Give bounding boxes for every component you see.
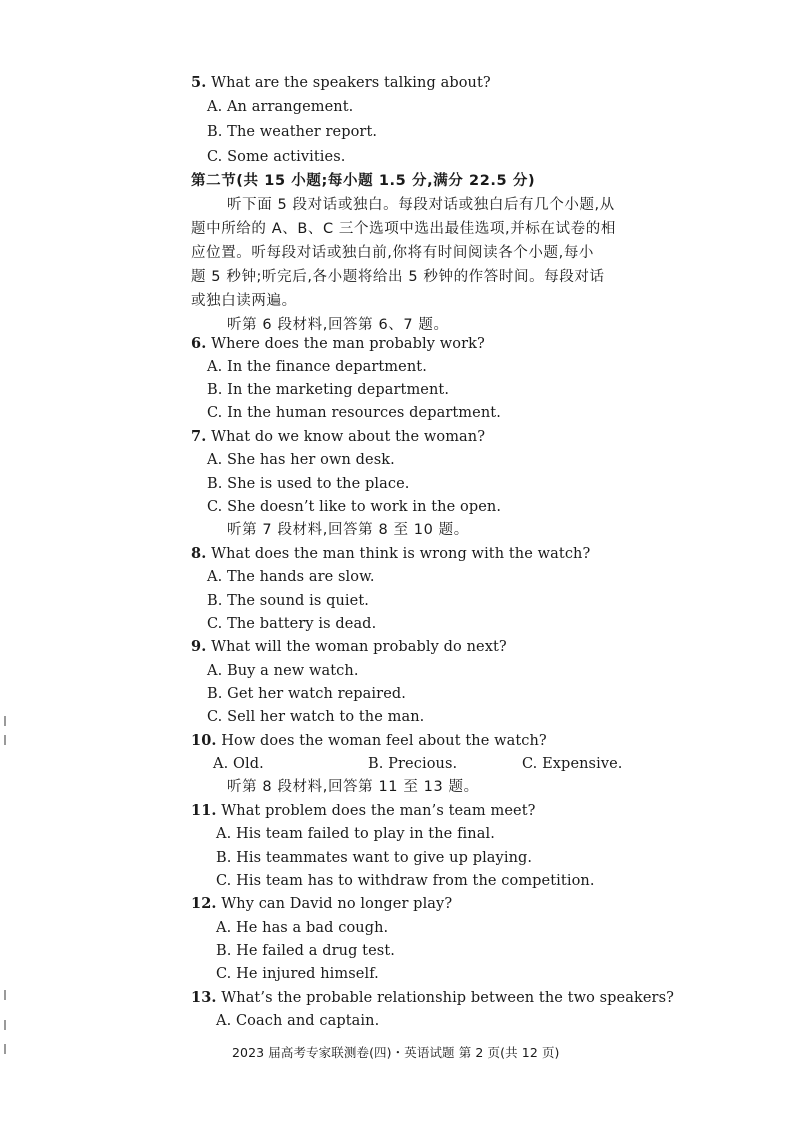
q12-option-c: C. He injured himself. xyxy=(216,966,379,982)
material-8-heading: 听第 8 段材料,回答第 11 至 13 题。 xyxy=(227,779,479,795)
q12-option-b: B. He failed a drug test. xyxy=(216,943,395,959)
question-7: 7. What do we know about the woman? xyxy=(191,428,486,445)
q5-option-c: C. Some activities. xyxy=(207,149,346,165)
material-6-heading: 听第 6 段材料,回答第 6、7 题。 xyxy=(227,317,449,333)
q6-option-c: C. In the human resources department. xyxy=(207,405,501,421)
question-11: 11. What problem does the man’s team meet? xyxy=(191,802,536,819)
q10-option-c: C. Expensive. xyxy=(522,756,623,772)
margin-mark xyxy=(4,1044,6,1054)
margin-mark xyxy=(4,1020,6,1030)
margin-mark xyxy=(4,735,6,745)
section-2-heading: 第二节(共 15 小题;每小题 1.5 分,满分 22.5 分) xyxy=(191,173,536,189)
q11-option-b: B. His teammates want to give up playing. xyxy=(216,850,533,866)
section-2-instructions-line-2: 题中所给的 A、B、C 三个选项中选出最佳选项,并标在试卷的相 xyxy=(191,221,616,237)
q7-option-a: A. She has her own desk. xyxy=(207,452,395,468)
q5-option-a: A. An arrangement. xyxy=(207,99,354,115)
margin-mark xyxy=(4,716,6,726)
question-6: 6. Where does the man probably work? xyxy=(191,335,485,352)
q10-option-b: B. Precious. xyxy=(368,756,458,772)
q13-option-a: A. Coach and captain. xyxy=(216,1013,380,1029)
q9-option-a: A. Buy a new watch. xyxy=(207,663,359,679)
margin-mark xyxy=(4,990,6,1000)
section-2-instructions-line-4: 题 5 秒钟;听完后,各小题将给出 5 秒钟的作答时间。每段对话 xyxy=(191,269,605,285)
question-12: 12. Why can David no longer play? xyxy=(191,895,453,912)
material-7-heading: 听第 7 段材料,回答第 8 至 10 题。 xyxy=(227,522,469,538)
section-2-instructions-line-1: 听下面 5 段对话或独白。每段对话或独白后有几个小题,从 xyxy=(227,197,615,213)
q8-option-a: A. The hands are slow. xyxy=(207,569,375,585)
question-10: 10. How does the woman feel about the watch? xyxy=(191,732,547,749)
q11-option-a: A. His team failed to play in the final. xyxy=(216,826,495,842)
question-9: 9. What will the woman probably do next? xyxy=(191,638,507,655)
q7-option-c: C. She doesn’t like to work in the open. xyxy=(207,499,502,515)
q11-option-c: C. His team has to withdraw from the competition. xyxy=(216,873,595,889)
q9-option-c: C. Sell her watch to the man. xyxy=(207,709,425,725)
q7-option-b: B. She is used to the place. xyxy=(207,476,410,492)
q6-option-b: B. In the marketing department. xyxy=(207,382,450,398)
question-5: 5. What are the speakers talking about? xyxy=(191,74,491,91)
q9-option-b: B. Get her watch repaired. xyxy=(207,686,406,702)
q5-option-b: B. The weather report. xyxy=(207,124,378,140)
question-13: 13. What’s the probable relationship between the two speakers? xyxy=(191,989,675,1006)
q8-option-c: C. The battery is dead. xyxy=(207,616,377,632)
q12-option-a: A. He has a bad cough. xyxy=(216,920,389,936)
q10-option-a: A. Old. xyxy=(213,756,264,772)
question-8: 8. What does the man think is wrong with the watch? xyxy=(191,545,591,562)
q6-option-a: A. In the finance department. xyxy=(207,359,427,375)
section-2-instructions-line-5: 或独白读两遍。 xyxy=(191,293,297,309)
page-footer: 2023 届高考专家联测卷(四)・英语试题 第 2 页(共 12 页) xyxy=(232,1045,560,1060)
section-2-instructions-line-3: 应位置。听每段对话或独白前,你将有时间阅读各个小题,每小 xyxy=(191,245,595,261)
q8-option-b: B. The sound is quiet. xyxy=(207,593,369,609)
